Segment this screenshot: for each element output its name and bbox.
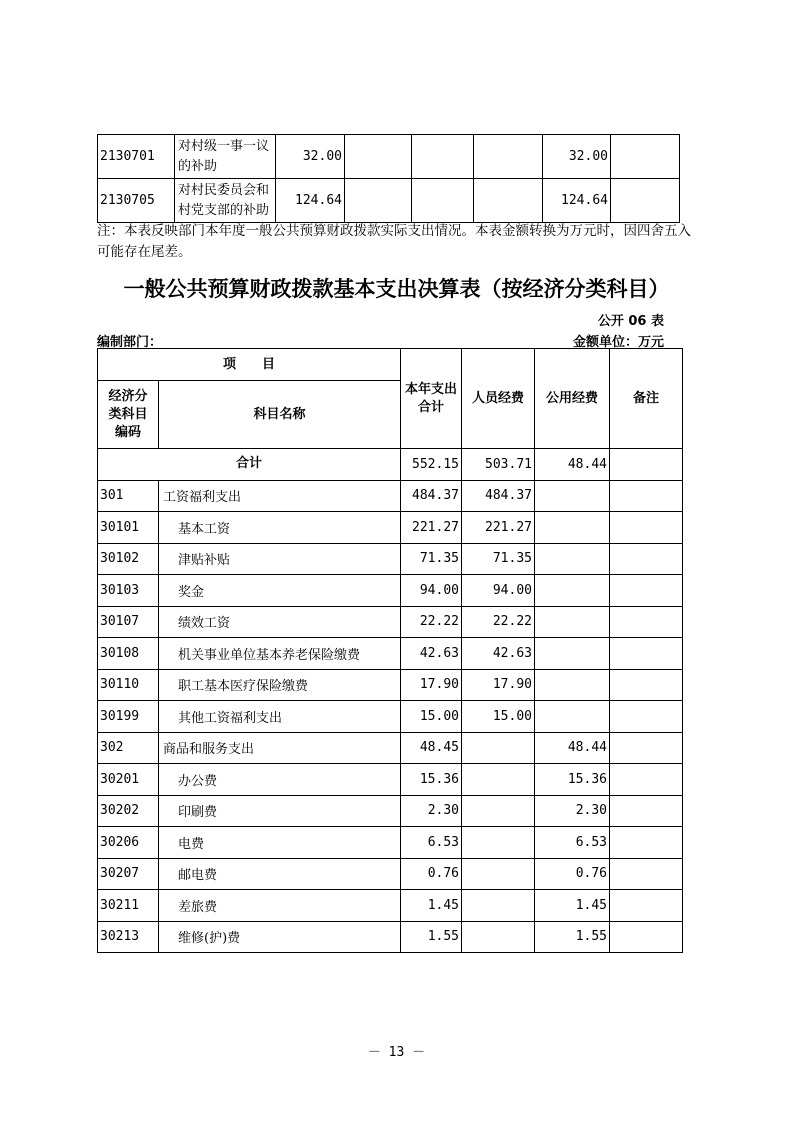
row-code: 2130705 [98,179,175,223]
row-public: 1.45 [535,890,610,922]
row-public: 2.30 [535,795,610,827]
row-remark [610,543,683,575]
table-row [98,890,683,922]
page-title: 一般公共预算财政拨款基本支出决算表（按经济分类科目） [123,277,670,301]
table-row [98,480,683,512]
row-name: 基本工资 [159,512,401,544]
row-personnel: 42.63 [462,638,535,670]
row-personnel: 22.22 [462,606,535,638]
row-value: 124.64 [276,179,345,223]
row-value [412,179,474,223]
row-total: 15.36 [401,764,462,796]
row-code: 30199 [98,701,159,733]
row-personnel: 17.90 [462,669,535,701]
row-code: 2130701 [98,135,175,179]
table-row [98,606,683,638]
table-row [98,701,683,733]
table-row [98,732,683,764]
row-personnel: 94.00 [462,575,535,607]
table-row [98,858,683,890]
row-value: 124.64 [543,179,611,223]
row-remark [610,764,683,796]
row-personnel [462,827,535,859]
row-name: 维修(护)费 [159,921,401,953]
row-code: 30202 [98,795,159,827]
row-public: 48.44 [535,732,610,764]
row-code: 30213 [98,921,159,953]
row-personnel [462,890,535,922]
row-name: 对村级一事一议的补助 [175,135,276,179]
row-name: 其他工资福利支出 [159,701,401,733]
row-total: 15.00 [401,701,462,733]
row-remark [610,575,683,607]
row-personnel: 71.35 [462,543,535,575]
table-row [98,795,683,827]
row-public [535,480,610,512]
row-total: 1.45 [401,890,462,922]
table-row [98,669,683,701]
row-remark [610,858,683,890]
row-code: 301 [98,480,159,512]
row-code: 30103 [98,575,159,607]
header-total: 本年支出合计 [401,349,462,449]
row-total: 6.53 [401,827,462,859]
table-row [98,575,683,607]
row-remark [610,732,683,764]
header-item: 项 目 [98,349,401,381]
row-public [535,701,610,733]
row-value [345,179,412,223]
row-name: 电费 [159,827,401,859]
table-row [98,827,683,859]
row-total: 94.00 [401,575,462,607]
row-personnel: 15.00 [462,701,535,733]
row-personnel: 484.37 [462,480,535,512]
table-row [98,135,680,179]
row-name: 津贴补贴 [159,543,401,575]
row-personnel [462,732,535,764]
row-total: 48.45 [401,732,462,764]
row-public [535,669,610,701]
row-public [535,575,610,607]
table-row [98,179,680,223]
row-code: 30207 [98,858,159,890]
table-row [98,638,683,670]
row-remark [610,921,683,953]
total-row [98,449,683,481]
header-code: 经济分类科目编码 [98,381,159,449]
row-code: 30107 [98,606,159,638]
row-name: 机关事业单位基本养老保险缴费 [159,638,401,670]
row-remark [610,512,683,544]
continuation-table [97,134,680,223]
row-personnel [462,795,535,827]
table-row [98,764,683,796]
row-value: 32.00 [543,135,611,179]
row-code: 30101 [98,512,159,544]
row-name: 奖金 [159,575,401,607]
header-name: 科目名称 [159,381,401,449]
table-note: 注：本表反映部门本年度一般公共预算财政拨款实际支出情况。本表金额转换为万元时，因四舍五入可能存在尾差。 [97,223,691,260]
row-public [535,512,610,544]
table-row [98,543,683,575]
row-total: 1.55 [401,921,462,953]
header-public: 公用经费 [535,349,610,449]
row-public [535,638,610,670]
row-value [611,179,680,223]
row-total: 71.35 [401,543,462,575]
row-name: 对村民委员会和村党支部的补助 [175,179,276,223]
row-remark [610,890,683,922]
row-code: 30102 [98,543,159,575]
row-value [345,135,412,179]
row-remark [610,669,683,701]
row-total: 2.30 [401,795,462,827]
row-code: 30206 [98,827,159,859]
header-personnel: 人员经费 [462,349,535,449]
row-value [474,179,543,223]
row-public: 0.76 [535,858,610,890]
row-name: 办公费 [159,764,401,796]
row-name: 印刷费 [159,795,401,827]
row-code: 302 [98,732,159,764]
table-number: 公开 06 表 [597,314,664,329]
row-name: 职工基本医疗保险缴费 [159,669,401,701]
row-remark [610,827,683,859]
row-code: 30108 [98,638,159,670]
row-code: 30211 [98,890,159,922]
row-total: 22.22 [401,606,462,638]
total-remark [610,449,683,481]
row-total: 484.37 [401,480,462,512]
row-public: 1.55 [535,921,610,953]
row-personnel [462,921,535,953]
expenditure-table [97,348,683,953]
row-public: 15.36 [535,764,610,796]
row-public [535,606,610,638]
row-total: 42.63 [401,638,462,670]
row-remark [610,606,683,638]
header-remark: 备注 [610,349,683,449]
table-row [98,512,683,544]
row-remark [610,701,683,733]
row-name: 工资福利支出 [159,480,401,512]
row-remark [610,795,683,827]
row-code: 30110 [98,669,159,701]
row-code: 30201 [98,764,159,796]
row-total: 17.90 [401,669,462,701]
row-personnel [462,764,535,796]
row-name: 邮电费 [159,858,401,890]
page-number: － 13 － [367,1045,426,1060]
department-label: 编制部门： [97,335,163,350]
row-name: 差旅费 [159,890,401,922]
total-sum: 552.15 [401,449,462,481]
row-remark [610,638,683,670]
row-value [412,135,474,179]
row-public: 6.53 [535,827,610,859]
table-row [98,921,683,953]
row-value: 32.00 [276,135,345,179]
row-name: 绩效工资 [159,606,401,638]
row-name: 商品和服务支出 [159,732,401,764]
total-public: 48.44 [535,449,610,481]
row-total: 0.76 [401,858,462,890]
row-value [611,135,680,179]
unit-label: 金额单位：万元 [572,335,664,350]
total-label: 合计 [98,449,401,481]
row-personnel: 221.27 [462,512,535,544]
total-personnel: 503.71 [462,449,535,481]
row-remark [610,480,683,512]
row-value [474,135,543,179]
row-personnel [462,858,535,890]
row-public [535,543,610,575]
row-total: 221.27 [401,512,462,544]
